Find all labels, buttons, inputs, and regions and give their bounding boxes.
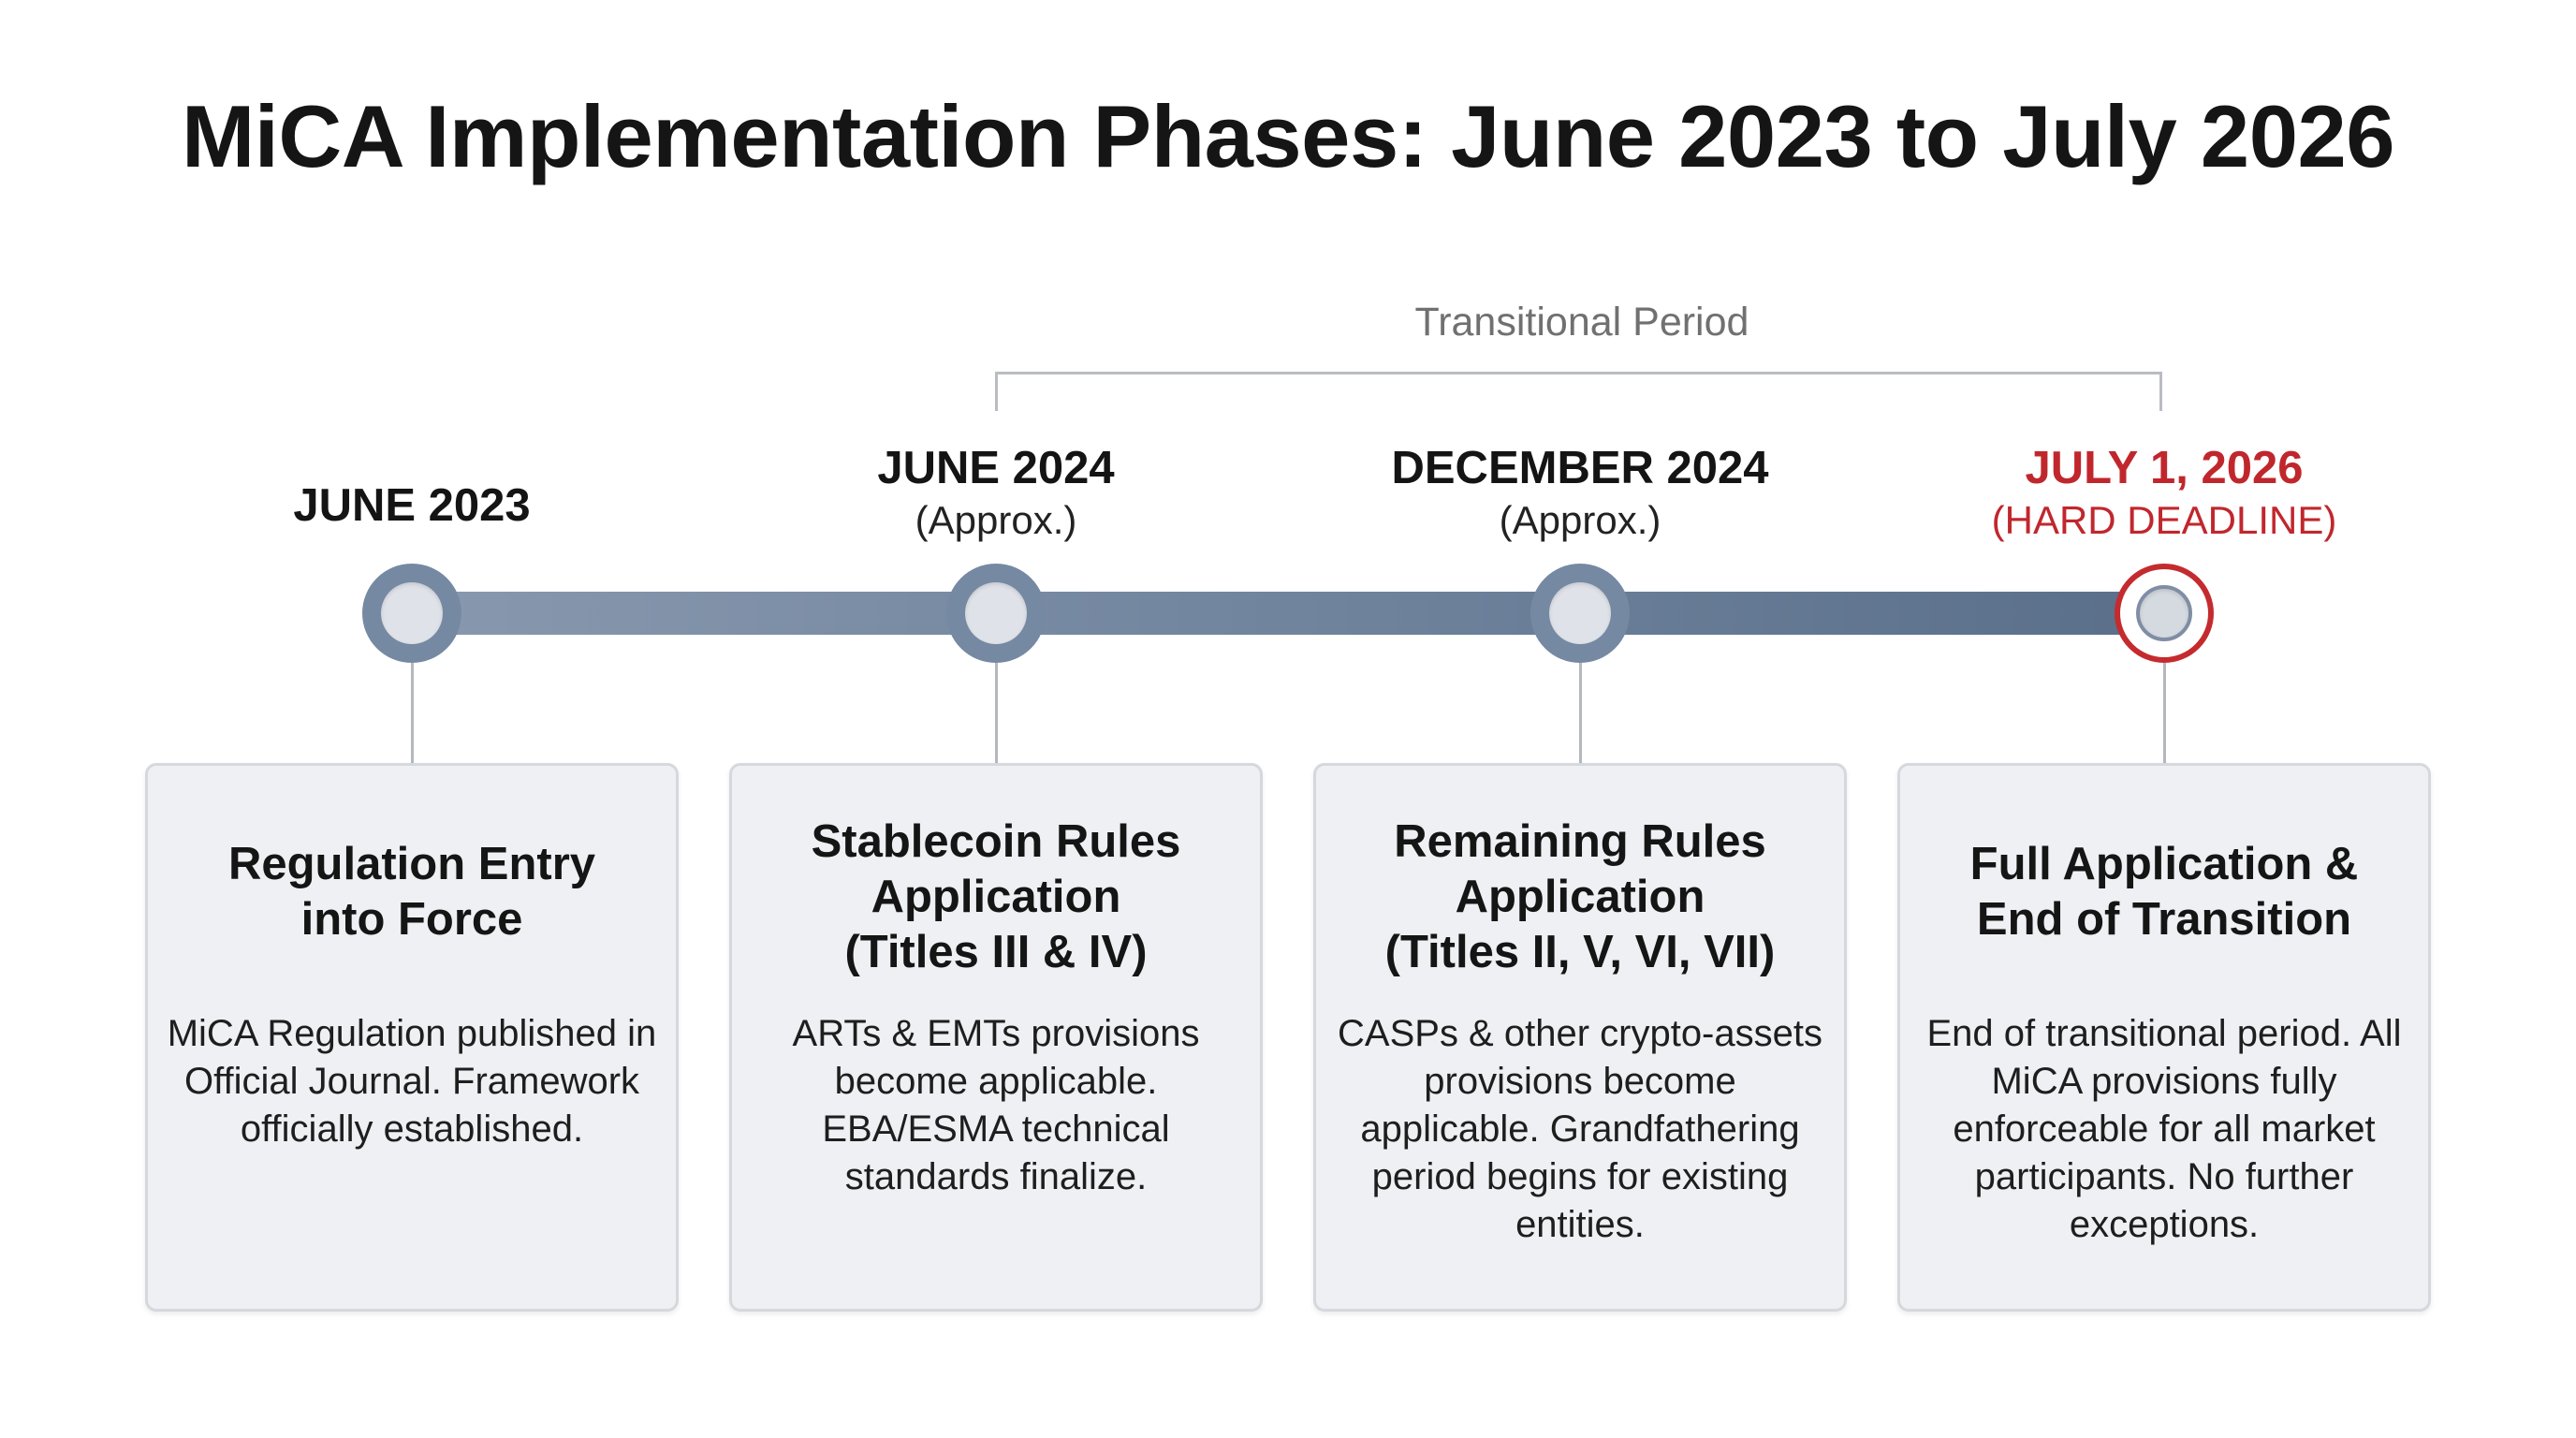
- card-title-3: Remaining Rules Application (Titles II, V, VI, VII): [1384, 816, 1776, 977]
- card-description-4: End of transitional period. All MiCA provisions fully enforceable for all market participants. No further exceptions.: [1926, 1013, 2402, 1245]
- node-center: [1549, 582, 1611, 644]
- node-center: [381, 582, 443, 644]
- milestone-card-1: [145, 763, 679, 1312]
- connector-line-3: [1579, 663, 1582, 764]
- node-center: [965, 582, 1027, 644]
- card-description-1: MiCA Regulation published in Official Journal. Framework officially established.: [167, 1013, 657, 1150]
- milestone-card-3: [1313, 763, 1847, 1312]
- milestone-card-2: [729, 763, 1263, 1312]
- milestone-date-4: JULY 1, 2026: [2025, 443, 2304, 493]
- connector-line-4: [2163, 663, 2166, 764]
- card-title-2: Stablecoin Rules Application (Titles III & IV): [811, 816, 1181, 977]
- transitional-period-bracket: [995, 372, 2162, 411]
- card-description-2: ARTs & EMTs provisions become applicable. EBA/ESMA technical standards finalize.: [792, 1013, 1200, 1197]
- connector-line-1: [411, 663, 414, 764]
- node-center: [2136, 585, 2192, 641]
- card-title-4: Full Application & End of Transition: [1969, 839, 2359, 945]
- card-description-3: CASPs & other crypto-assets provisions become applicable. Grandfathering period begins for existing entities.: [1338, 1013, 1822, 1245]
- milestone-date-2: JUNE 2024: [877, 443, 1115, 493]
- transitional-period-label: Transitional Period: [1414, 300, 1749, 345]
- milestone-card-4: [1897, 763, 2431, 1312]
- timeline-track: [412, 592, 2162, 635]
- milestone-note-2: (Approx.): [915, 498, 1077, 542]
- milestone-note-4: (HARD DEADLINE): [1991, 498, 2337, 542]
- milestone-note-3: (Approx.): [1499, 498, 1661, 542]
- milestone-date-3: DECEMBER 2024: [1391, 443, 1769, 493]
- connector-line-2: [995, 663, 998, 764]
- milestone-node-1: [362, 564, 461, 663]
- milestone-node-2: [946, 564, 1046, 663]
- page-title: MiCA Implementation Phases: June 2023 to July 2026: [181, 87, 2395, 185]
- card-title-1: Regulation Entry into Force: [227, 839, 596, 945]
- milestone-node-4-deadline: [2115, 564, 2214, 663]
- milestone-date-1: JUNE 2023: [293, 480, 531, 531]
- milestone-node-3: [1530, 564, 1630, 663]
